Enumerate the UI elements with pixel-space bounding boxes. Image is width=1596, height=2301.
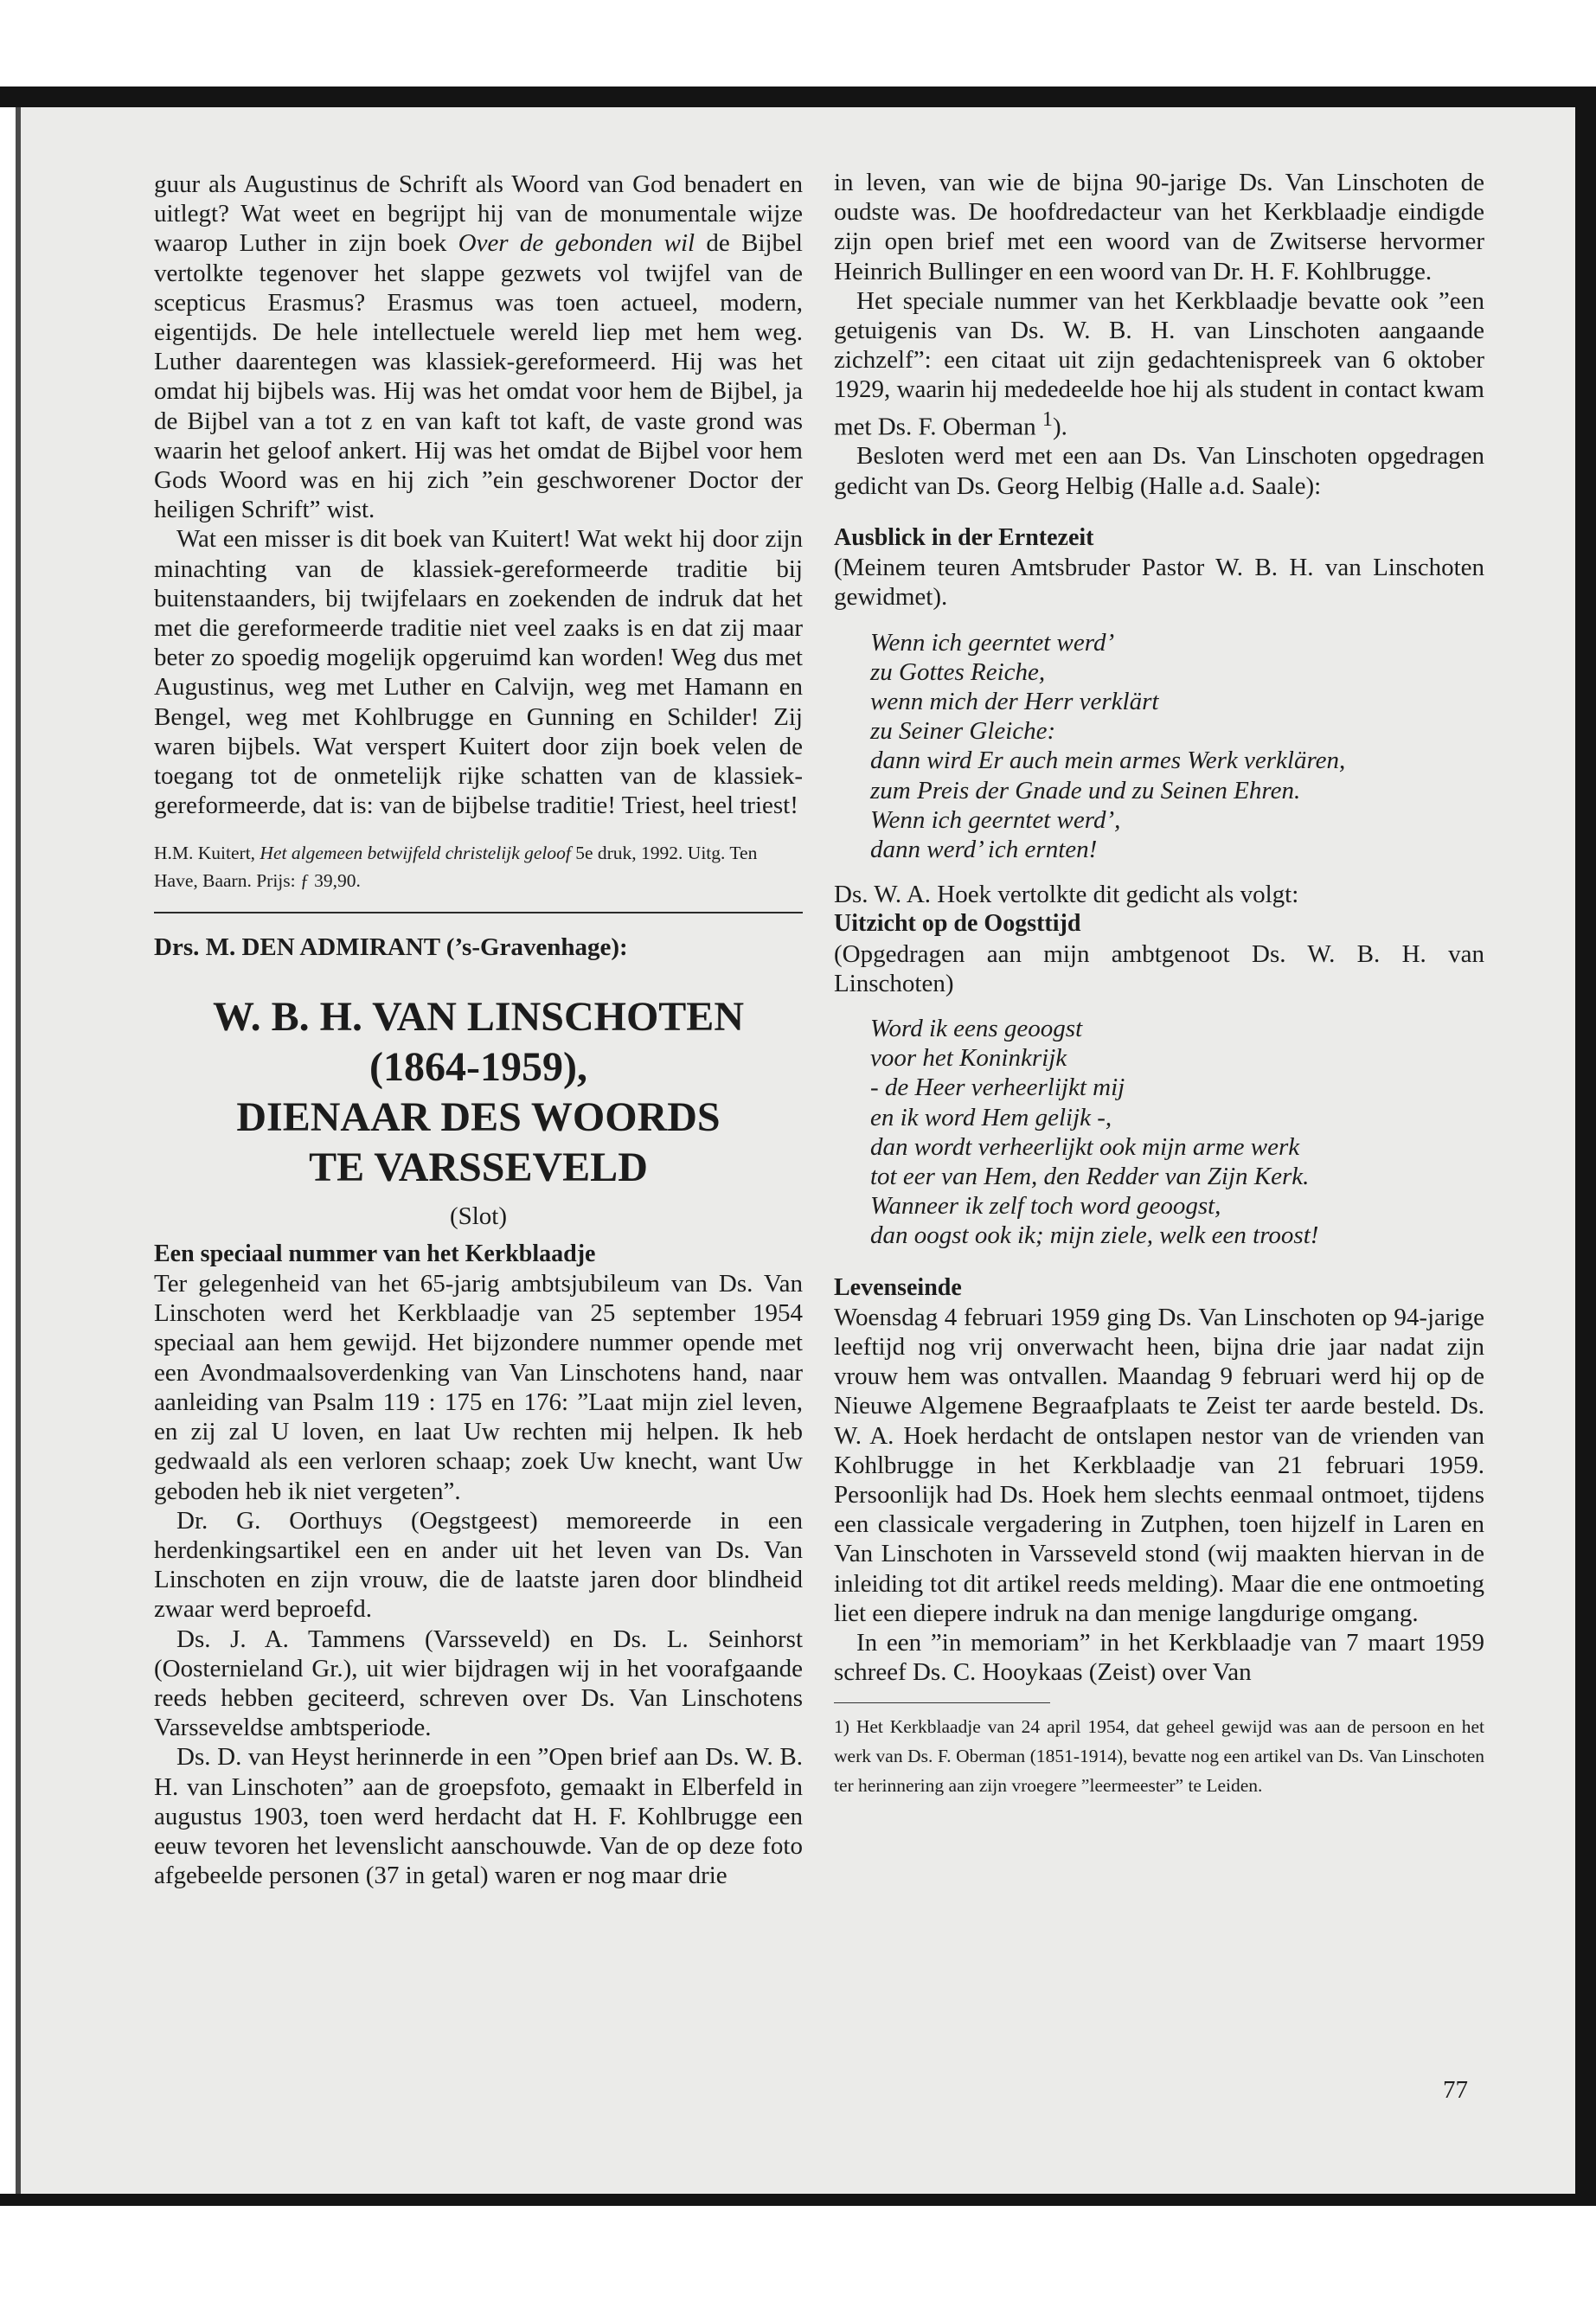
poem-line: zu Gottes Reiche, [870, 657, 1046, 686]
footnote-divider [834, 1702, 1050, 1703]
scan-border-bottom [0, 2194, 1596, 2206]
body-paragraph: guur als Augustinus de Schrift als Woord van God benadert en uitlegt? Wat weet en begrijpt hij van de monumentale wijze waarop Luther in zijn boek Over de gebonden wil de Bijbel vertolkte tegenover het slappe gezwets vol twijfel van de scepticus Erasmus? Erasmus was toen actueel, modern, eigentijds. De hele intellectuele wereld liep met hem weg. Luther daarentegen was klassiek-gereformeerd. Hij was het omdat hij bijbels was. Hij was het omdat voor hem de Bijbel, ja de Bijbel van a tot z en van kaft tot kaft, de vaste grond was waarin het geloof ankert. Hij was het omdat de Bijbel voor hem Gods Woord was en hij zich ”ein geschworener Doctor der heiligen Schrift” wist. [154, 170, 803, 524]
poem-line: dan wordt verheerlijkt ook mijn arme werk [870, 1132, 1300, 1161]
body-paragraph: Ter gelegenheid van het 65-jarig ambtsjubileum van Ds. Van Linschoten werd het Kerkblaadje van 25 september 1954 speciaal aan hem gewijd. Het bijzondere nummer opende met een Avondmaalsoverdenking van Van Linschotens hand, naar aanleiding van Psalm 119 : 175 en 176: ”Laat mijn ziel leven, en zij zal U loven, en laat Uw rechten mij helpen. Ik heb gedwaald als een verloren schaap; zoek Uw knecht, want Uw geboden heb ik niet vergeten”. [154, 1270, 803, 1505]
section-heading: Levenseinde [834, 1273, 962, 1301]
book-reference: H.M. Kuitert, Het algemeen betwijfeld christelijk geloof 5e druk, 1992. Uitg. Ten Have, Baarn. Prijs: ƒ 39,90. [154, 843, 758, 892]
book-title: Over de gebonden wil [458, 229, 695, 258]
poem-heading-german: Ausblick in der Erntezeit [834, 523, 1094, 551]
poem-line: dan oogst ook ik; mijn ziele, welk een troost! [870, 1221, 1319, 1250]
footnote-marker: 1 [1042, 407, 1053, 431]
body-paragraph: Ds. J. A. Tammens (Varsseveld) en Ds. L. Seinhorst (Oosternieland Gr.), uit wier bijdragen wij in het voorafgaande reeds hebben geciteerd, schreven over Ds. Van Linschotens Varsseveldse ambtsperiode. [154, 1625, 803, 1742]
poem-line: wenn mich der Herr verklärt [870, 687, 1159, 715]
poem-line: voor het Koninkrijk [870, 1044, 1067, 1073]
body-paragraph: Woensdag 4 februari 1959 ging Ds. Van Linschoten op 94-jarige leeftijd nog vrij onverwacht heen, bijna drie jaar nadat zijn vrouw hem was ontvallen. Maandag 9 februari werd hij op de Nieuwe Algemene Begraafplaats te Zeist ter aarde besteld. Ds. W. A. Hoek herdacht de ontslapen nestor van de vrienden van Kohlbrugge in het Kerkblaadje van 21 februari 1959. Persoonlijk had Ds. Hoek hem slechts eenmaal ontmoet, tijdens een classicale vergadering in Zutphen, toen hijzelf in Laren en Van Linschoten in Varsseveld stond (wij maakten hiervan in de inleiding tot dit artikel reeds melding). Maar die ene ontmoeting liet een diepere indruk na dan menige langdurige omgang. [834, 1303, 1484, 1627]
poem-line: tot eer van Hem, den Redder van Zijn Kerk. [870, 1162, 1310, 1190]
poem-line: dann wird Er auch mein armes Werk verklären, [870, 747, 1346, 775]
poem-heading-dutch: Uitzicht op de Oogsttijd [834, 910, 1081, 938]
poem-dedication-german: (Meinem teuren Amtsbruder Pastor W. B. H. van Linschoten gewidmet). [834, 554, 1484, 612]
article-subtitle: (Slot) [449, 1202, 508, 1230]
poem-line: Wanneer ik zelf toch word geoogst, [870, 1192, 1221, 1221]
poem-line: Wenn ich geerntet werd’ [870, 628, 1115, 657]
scan-border-top [0, 87, 1596, 107]
poem-line: en ik word Hem gelijk -, [870, 1103, 1112, 1131]
poem-line: dann werd’ ich ernten! [870, 835, 1098, 863]
poem-line: zum Preis der Gnade und zu Seinen Ehren. [870, 776, 1301, 804]
poem-line: - de Heer verheerlijkt mij [870, 1074, 1125, 1102]
section-heading: Een speciaal nummer van het Kerkblaadje [154, 1240, 596, 1267]
left-column [154, 170, 803, 1890]
body-paragraph: Besloten werd met een aan Ds. Van Linschoten opgedragen gedicht van Ds. Georg Helbig (Halle a.d. Saale): [834, 442, 1484, 500]
body-paragraph: Ds. D. van Heyst herinnerde in een ”Open brief aan Ds. W. B. H. van Linschoten” aan de groepsfoto, gemaakt in Elberfeld in augustus 1903, toen werd herdacht dat H. F. Kohlbrugge een eeuw tevoren het levenslicht aanschouwde. Van de op deze foto afgebeelde personen (37 in getal) waren er nog maar drie [154, 1743, 803, 1890]
section-divider [154, 912, 803, 913]
body-paragraph: Het speciale nummer van het Kerkblaadje bevatte ook ”een getuigenis van Ds. W. B. H. van Linschoten aangaande zichzelf”: een citaat uit zijn gedachtenispreek van 6 oktober 1929, waarin hij mededeelde hoe hij als student in contact kwam met Ds. F. Oberman $^1$). [834, 286, 1484, 441]
poem-dedication-dutch: (Opgedragen aan mijn ambtgenoot Ds. W. B. H. van Linschoten) [834, 939, 1484, 997]
footnote: 1) Het Kerkblaadje van 24 april 1954, dat geheel gewijd was aan de persoon en het werk van Ds. F. Oberman (1851-1914), bevatte nog een artikel van Ds. Van Linschoten ter herinnering aan zijn vroegere ”leermeester” te Leiden. [834, 1716, 1484, 1797]
body-paragraph: In een ”in memoriam” in het Kerkblaadje van 7 maart 1959 schreef Ds. C. Hooykaas (Zeist) over Van [834, 1629, 1484, 1687]
article-author: Drs. M. DEN ADMIRANT (’s-Gravenhage): [154, 933, 628, 962]
poem-line: Word ik eens geoogst [870, 1014, 1083, 1042]
body-paragraph: Wat een misser is dit boek van Kuitert! Wat wekt hij door zijn minachting van de klassiek-gereformeerde traditie bij buitenstaanders, bij twijfelaars en zoekenden de indruk dat het met die gereformeerde traditie niet veel zaaks is en dat zij maar beter zo spoedig mogelijk opgeruimd kan worden! Weg dus met Augustinus, weg met Luther en Calvijn, weg met Hamann en Bengel, weg met Kohlbrugge en Gunning en Schilder! Zij waren bijbels. Wat verspert Kuitert door zijn boek velen de toegang tot de onmetelijk rijke schatten van de klassiek-gereformeerde, dat is: van de bijbelse traditie! Triest, heel triest! [154, 525, 803, 820]
body-paragraph: Dr. G. Oorthuys (Oegstgeest) memoreerde in een herdenkingsartikel een en ander uit het leven van Ds. Van Linschoten en zijn vrouw, die de laatste jaren door blindheid zwaar werd beproefd. [154, 1506, 803, 1624]
poem-german [870, 628, 1484, 865]
poem-line: zu Seiner Gleiche: [870, 717, 1056, 746]
body-paragraph: in leven, van wie de bijna 90-jarige Ds. Van Linschoten de oudste was. De hoofdredacteur van het Kerkblaadje eindigde zijn open brief met een woord van de Zwitserse hervormer Heinrich Bullinger en een woord van Dr. H. F. Kohlbrugge. [834, 169, 1484, 285]
poem-dutch [870, 1014, 1484, 1251]
page-number: 77 [1443, 2076, 1468, 2104]
article-title: W. B. H. VAN LINSCHOTEN (1864-1959), DIENAAR DES WOORDS TE VARSSEVELD [213, 993, 744, 1190]
scan-border-right [1575, 87, 1596, 2206]
poem-line: Wenn ich geerntet werd’, [870, 805, 1121, 834]
right-column [834, 168, 1484, 1800]
translation-intro: Ds. W. A. Hoek vertolkte dit gedicht als volgt: [834, 881, 1299, 909]
